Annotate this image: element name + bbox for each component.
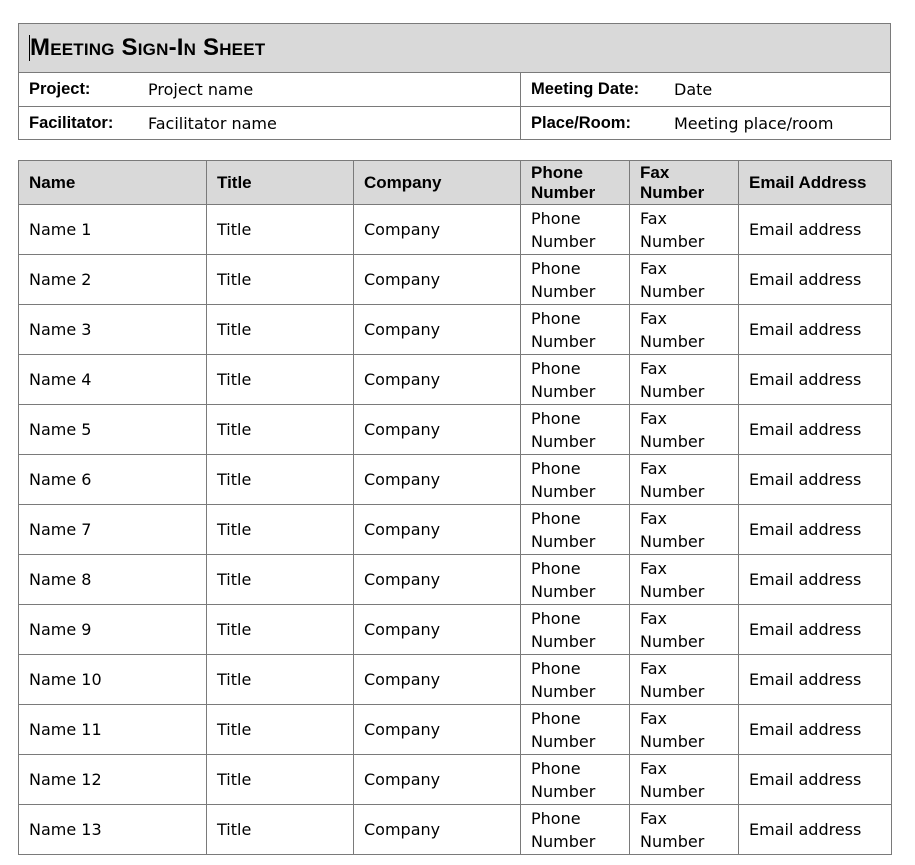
phone-cell[interactable]: Phone Number xyxy=(521,405,630,455)
place-label: Place/Room: xyxy=(531,113,631,132)
phone-cell[interactable]: Phone Number xyxy=(521,605,630,655)
title-cell[interactable]: Title xyxy=(207,405,354,455)
name-cell[interactable]: Name 6 xyxy=(19,455,207,505)
fax-cell[interactable]: Fax Number xyxy=(630,555,739,605)
table-row xyxy=(19,655,892,705)
table-row xyxy=(19,705,892,755)
table-row xyxy=(19,355,892,405)
table-row xyxy=(19,555,892,605)
phone-cell[interactable]: Phone Number xyxy=(521,255,630,305)
phone-cell[interactable]: Phone Number xyxy=(521,755,630,805)
table-row xyxy=(19,205,892,255)
name-cell[interactable]: Name 9 xyxy=(19,605,207,655)
email-cell[interactable]: Email address xyxy=(739,455,892,505)
phone-cell[interactable]: Phone Number xyxy=(521,205,630,255)
name-cell[interactable]: Name 1 xyxy=(19,205,207,255)
phone-cell[interactable]: Phone Number xyxy=(521,655,630,705)
table-row xyxy=(19,455,892,505)
fax-cell[interactable]: Fax Number xyxy=(630,305,739,355)
project-label: Project: xyxy=(29,80,91,98)
title-cell[interactable]: Title xyxy=(207,755,354,805)
phone-cell[interactable]: Phone Number xyxy=(521,705,630,755)
company-cell[interactable]: Company xyxy=(354,605,521,655)
name-cell[interactable]: Name 2 xyxy=(19,255,207,305)
info-row-facilitator xyxy=(19,106,890,139)
title-cell[interactable]: Title xyxy=(207,505,354,555)
table-row xyxy=(19,605,892,655)
title-cell[interactable]: Title xyxy=(207,655,354,705)
email-cell[interactable]: Email address xyxy=(739,555,892,605)
phone-cell[interactable]: Phone Number xyxy=(521,355,630,405)
company-cell[interactable]: Company xyxy=(354,655,521,705)
name-cell[interactable]: Name 11 xyxy=(19,705,207,755)
title-cell[interactable]: Title xyxy=(207,205,354,255)
company-cell[interactable]: Company xyxy=(354,305,521,355)
company-cell[interactable]: Company xyxy=(354,505,521,555)
title-cell[interactable]: Title xyxy=(207,705,354,755)
column-header-email: Email Address xyxy=(739,161,892,205)
title-cell[interactable]: Title xyxy=(207,605,354,655)
name-cell[interactable]: Name 7 xyxy=(19,505,207,555)
name-cell[interactable]: Name 4 xyxy=(19,355,207,405)
email-cell[interactable]: Email address xyxy=(739,655,892,705)
table-row xyxy=(19,505,892,555)
company-cell[interactable]: Company xyxy=(354,805,521,855)
phone-cell[interactable]: Phone Number xyxy=(521,305,630,355)
meeting-info-header xyxy=(18,23,891,140)
email-cell[interactable]: Email address xyxy=(739,355,892,405)
title-bar xyxy=(19,24,890,73)
fax-cell[interactable]: Fax Number xyxy=(630,655,739,705)
fax-cell[interactable]: Fax Number xyxy=(630,355,739,405)
column-header-company: Company xyxy=(354,161,521,205)
facilitator-cell xyxy=(19,107,521,139)
meeting-date-label: Meeting Date: xyxy=(531,80,640,98)
info-row-project xyxy=(19,73,890,106)
phone-cell[interactable]: Phone Number xyxy=(521,455,630,505)
meeting-date-value[interactable]: Date xyxy=(674,80,713,99)
email-cell[interactable]: Email address xyxy=(739,605,892,655)
table-row xyxy=(19,755,892,805)
place-cell xyxy=(521,107,890,139)
name-cell[interactable]: Name 5 xyxy=(19,405,207,455)
phone-cell[interactable]: Phone Number xyxy=(521,555,630,605)
email-cell[interactable]: Email address xyxy=(739,305,892,355)
facilitator-label: Facilitator: xyxy=(29,113,114,132)
facilitator-value[interactable]: Facilitator name xyxy=(148,113,277,133)
company-cell[interactable]: Company xyxy=(354,355,521,405)
column-header-title: Title xyxy=(207,161,354,205)
title-cell[interactable]: Title xyxy=(207,555,354,605)
phone-cell[interactable]: Phone Number xyxy=(521,505,630,555)
fax-cell[interactable]: Fax Number xyxy=(630,705,739,755)
fax-cell[interactable]: Fax Number xyxy=(630,255,739,305)
column-header-name: Name xyxy=(19,161,207,205)
project-cell xyxy=(19,73,521,106)
email-cell[interactable]: Email address xyxy=(739,805,892,855)
title-cell[interactable]: Title xyxy=(207,305,354,355)
fax-cell[interactable]: Fax Number xyxy=(630,505,739,555)
fax-cell[interactable]: Fax Number xyxy=(630,755,739,805)
email-cell[interactable]: Email address xyxy=(739,205,892,255)
name-cell[interactable]: Name 13 xyxy=(19,805,207,855)
sheet-title[interactable]: Meeting Sign-In Sheet xyxy=(30,34,266,61)
fax-cell[interactable]: Fax Number xyxy=(630,455,739,505)
sign-in-table xyxy=(18,160,892,855)
fax-cell[interactable]: Fax Number xyxy=(630,805,739,855)
title-cell[interactable]: Title xyxy=(207,455,354,505)
email-cell[interactable]: Email address xyxy=(739,405,892,455)
company-cell[interactable]: Company xyxy=(354,705,521,755)
name-cell[interactable]: Name 8 xyxy=(19,555,207,605)
company-cell[interactable]: Company xyxy=(354,455,521,505)
table-body xyxy=(19,205,892,855)
company-cell[interactable]: Company xyxy=(354,755,521,805)
column-header-phone: Phone Number xyxy=(521,161,630,205)
table-header-row xyxy=(19,161,892,205)
table-row xyxy=(19,305,892,355)
project-value[interactable]: Project name xyxy=(148,80,254,99)
table-row xyxy=(19,805,892,855)
email-cell[interactable]: Email address xyxy=(739,255,892,305)
email-cell[interactable]: Email address xyxy=(739,705,892,755)
name-cell[interactable]: Name 3 xyxy=(19,305,207,355)
fax-cell[interactable]: Fax Number xyxy=(630,405,739,455)
company-cell[interactable]: Company xyxy=(354,555,521,605)
table-row xyxy=(19,255,892,305)
company-cell[interactable]: Company xyxy=(354,405,521,455)
place-value[interactable]: Meeting place/room xyxy=(674,113,834,133)
company-cell[interactable]: Company xyxy=(354,205,521,255)
name-cell[interactable]: Name 12 xyxy=(19,755,207,805)
meeting-date-cell xyxy=(521,73,890,106)
title-cell[interactable]: Title xyxy=(207,355,354,405)
phone-cell[interactable]: Phone Number xyxy=(521,805,630,855)
table-row xyxy=(19,405,892,455)
email-cell[interactable]: Email address xyxy=(739,755,892,805)
company-cell[interactable]: Company xyxy=(354,255,521,305)
fax-cell[interactable]: Fax Number xyxy=(630,605,739,655)
column-header-fax: Fax Number xyxy=(630,161,739,205)
fax-cell[interactable]: Fax Number xyxy=(630,205,739,255)
name-cell[interactable]: Name 10 xyxy=(19,655,207,705)
email-cell[interactable]: Email address xyxy=(739,505,892,555)
title-cell[interactable]: Title xyxy=(207,255,354,305)
title-cell[interactable]: Title xyxy=(207,805,354,855)
